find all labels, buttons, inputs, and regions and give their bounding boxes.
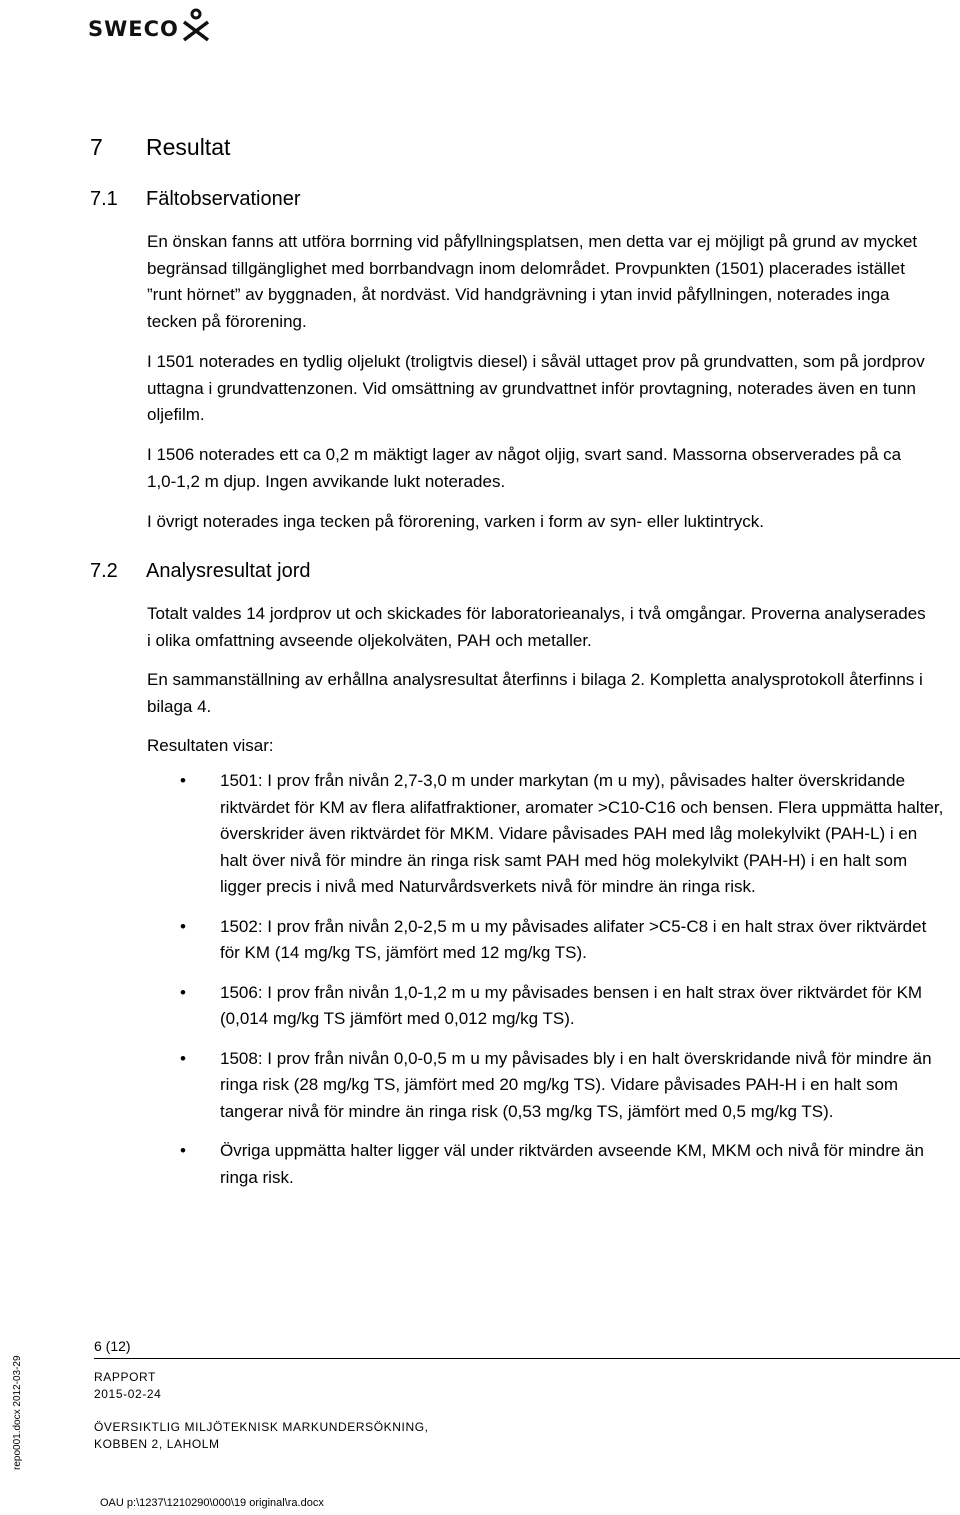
document-title-line2: KOBBEN 2, LAHOLM [94,1437,220,1451]
paragraph: Totalt valdes 14 jordprov ut och skickades för laboratorieanalys, i två omgångar. Proverna analyserades i olika omfattning avseende oljekolväten, PAH och metaller. [147,604,926,650]
section-number: 7.2 [90,560,118,582]
paragraph: I 1501 noterades en tydlig oljelukt (troligtvis diesel) i såväl uttaget prov på grundvatten, som på jordprov uttagna i grundvattenzonen. Vid omsättning av grundvattnet inför provtagning, noterades även en tunn oljefilm. [147,352,925,424]
template-info: repo001.docx 2012-03-29 [12,1355,23,1470]
section-heading-7-1 [90,186,301,212]
section-title: Resultat [146,134,231,160]
list-item: • 1506: I prov från nivån 1,0-1,2 m u my påvisades bensen i en halt strax över riktvärdet för KM (0,014 mg/kg TS jämfört med 0,012 mg/kg TS). [147,980,947,1033]
list-item: • 1501: I prov från nivån 2,7-3,0 m under markytan (m u my), påvisades halter överskridande riktvärdet för KM av flera alifatfraktioner, aromater >C10-C16 och bensen. Flera uppmätta halter, överskrider även riktvärdet för MKM. Vidare påvisades PAH med låg molekylvikt (PAH-L) i en halt över nivå för mindre än ringa risk samt PAH med hög molekylvikt (PAH-H) i en halt som ligger precis i nivå med Naturvårdsverkets nivå för mindre än ringa risk. [147,768,947,901]
page-number: 6 (12) [94,1338,131,1354]
sweco-logo [88,6,211,42]
paragraph: I 1506 noterades ett ca 0,2 m mäktigt lager av något oljig, svart sand. Massorna observerades på ca 1,0-1,2 m djup. Ingen avvikande lukt noterades. [147,445,902,491]
sweco-logo-icon [181,8,211,42]
list-item: • 1502: I prov från nivån 2,0-2,5 m u my påvisades alifater >C5-C8 i en halt strax över riktvärdet för KM (14 mg/kg TS, jämfört med 12 mg/kg TS). [147,914,947,967]
paragraph: En sammanställning av erhållna analysresultat återfinns i bilaga 2. Kompletta analysprotokoll återfinns i bilaga 4. [147,670,923,716]
section-heading-7-2 [90,558,311,584]
document-date: 2015-02-24 [94,1387,162,1401]
section-title: Analysresultat jord [146,560,311,582]
list-item: • Övriga uppmätta halter ligger väl under riktvärden avseende KM, MKM och nivå för mindre än ringa risk. [147,1138,947,1191]
document-title-line1: ÖVERSIKTLIG MILJÖTEKNISK MARKUNDERSÖKNING, [94,1420,429,1434]
list-item: • 1508: I prov från nivån 0,0-0,5 m u my påvisades bly i en halt överskridande nivå för mindre än ringa risk (28 mg/kg TS, jämfört med 20 mg/kg TS). Vidare påvisades PAH-H i en halt som tangerar nivå för mindre än ringa risk (0,53 mg/kg TS, jämfört med 0,5 mg/kg TS). [147,1046,947,1126]
file-path: OAU p:\1237\1210290\000\19 original\ra.docx [100,1497,324,1509]
section-title: Fältobservationer [146,188,301,210]
paragraph: En önskan fanns att utföra borrning vid påfyllningsplatsen, men detta var ej möjligt på grund av mycket begränsad tillgänglighet med borrbandvagn inom delområdet. Provpunkten (1501) placerades istället ”runt hörnet” av byggnaden, åt nordväst. Vid handgrävning i ytan invid påfyllningen, noterades inga tecken på förorening. [147,232,918,331]
document-type: RAPPORT [94,1370,156,1384]
paragraph: I övrigt noterades inga tecken på förorening, varken i form av syn- eller luktintryck. [147,512,765,531]
logo-text: SWECO [88,17,179,41]
results-list [147,768,947,1204]
section-heading-7 [90,133,230,161]
paragraph: Resultaten visar: [147,736,274,755]
footer-divider [94,1358,960,1359]
section-number: 7.1 [90,188,118,210]
section-number: 7 [90,134,103,160]
